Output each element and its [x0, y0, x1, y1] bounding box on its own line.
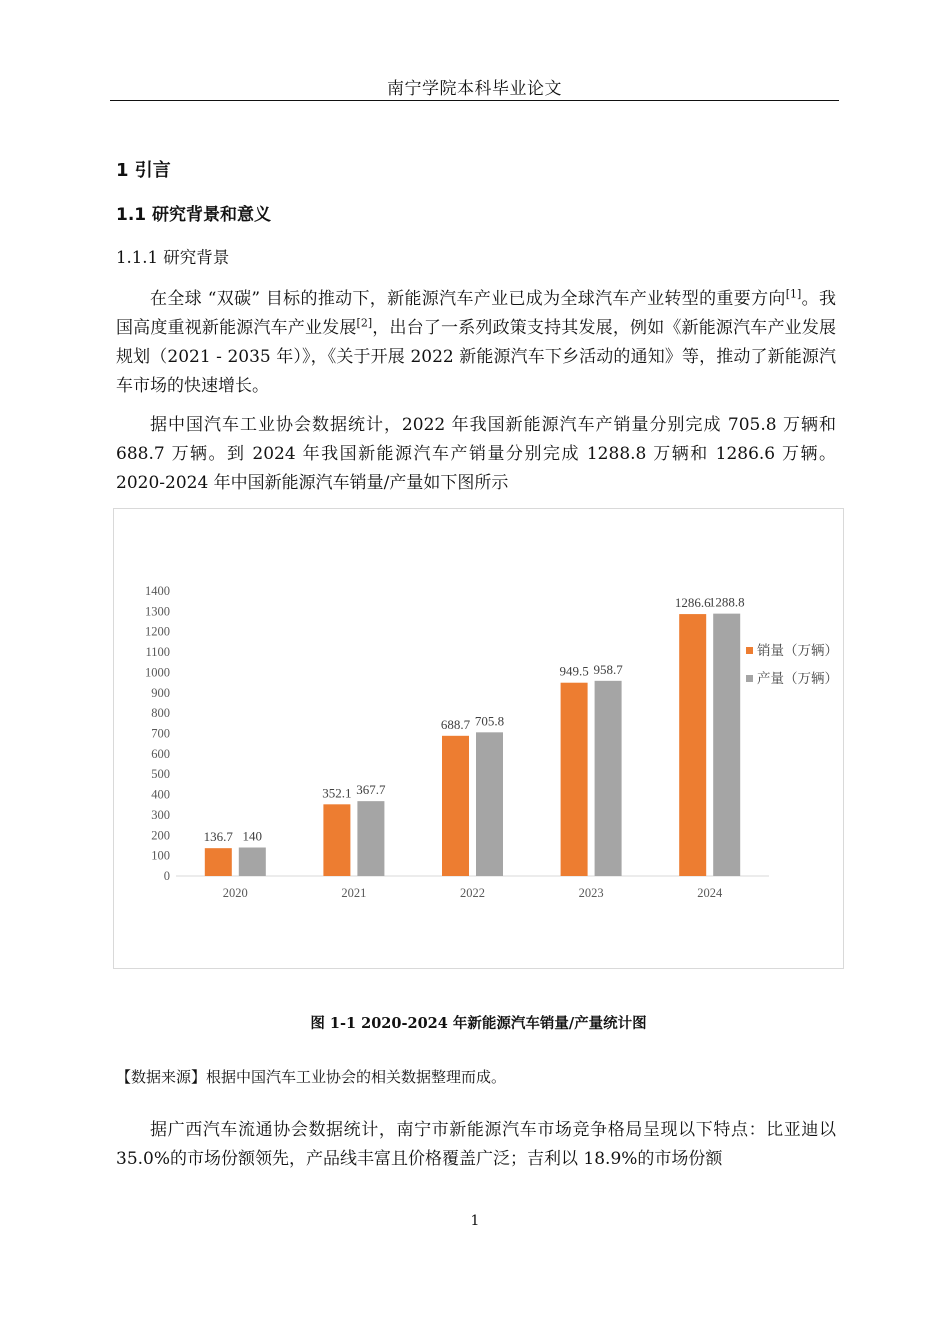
- header-rule: [110, 100, 839, 101]
- y-tick-label: 200: [151, 828, 170, 843]
- bar-sales: [679, 614, 706, 876]
- paragraph-text: 。我国高度重视新能源汽车产业发展: [116, 289, 836, 338]
- bar-production: [357, 801, 384, 876]
- data-label: 1288.8: [708, 594, 745, 610]
- data-label: 352.1: [322, 785, 352, 801]
- bar-sales: [561, 683, 588, 876]
- bar-production: [239, 848, 266, 877]
- y-tick-label: 400: [151, 787, 170, 802]
- legend-swatch: [746, 675, 753, 682]
- bar-chart: [114, 509, 843, 968]
- page-header: 南宁学院本科毕业论文: [387, 79, 562, 99]
- figure-caption: 图 1-1 2020-2024 年新能源汽车销量/产量统计图: [310, 1015, 647, 1032]
- figure-chart: [113, 508, 844, 969]
- citation-ref: [2]: [356, 316, 373, 330]
- data-label: 140: [242, 828, 263, 844]
- bar-production: [476, 732, 503, 876]
- bar-sales: [205, 848, 232, 876]
- data-label: 367.7: [356, 782, 386, 798]
- bar-production: [595, 681, 622, 876]
- paragraph-market: 据广西汽车流通协会数据统计，南宁市新能源汽车市场竞争格局呈现以下特点：比亚迪以 35.0%的市场份额领先，产品线丰富且价格覆盖广泛；吉利以 18.9%的市场份额: [116, 1120, 836, 1169]
- section-heading: 1 引言: [116, 160, 171, 181]
- citation-ref: [1]: [785, 287, 802, 301]
- y-tick-label: 600: [151, 746, 170, 761]
- page-number: 1: [470, 1213, 480, 1229]
- paragraph-text: ，出台了一系列政策支持其发展，例如《新能源汽车产业发展规划（2021 - 2035 年）》，《关于开展 2022 新能源汽车下乡活动的通知》等，推动了新能源汽车市场的快速增长。: [116, 318, 837, 396]
- data-label: 949.5: [559, 663, 589, 679]
- y-tick-label: 1200: [145, 624, 170, 639]
- y-tick-label: 300: [151, 807, 170, 822]
- y-tick-label: 900: [151, 685, 170, 700]
- x-tick-label: 2023: [578, 886, 604, 900]
- y-tick-label: 700: [151, 726, 170, 741]
- y-tick-label: 800: [151, 706, 170, 721]
- subsubsection-heading: 1.1.1 研究背景: [116, 248, 230, 267]
- y-tick-label: 500: [151, 767, 170, 782]
- data-label: 1286.6: [674, 595, 711, 611]
- data-source-note: 【数据来源】根据中国汽车工业协会的相关数据整理而成。: [116, 1068, 507, 1086]
- legend-label: 产量（万辆）: [757, 671, 838, 686]
- bar-sales: [323, 804, 350, 876]
- y-tick-label: 0: [163, 869, 170, 883]
- data-label: 136.7: [203, 829, 233, 845]
- paragraph-statistics: 据中国汽车工业协会数据统计，2022 年我国新能源汽车产销量分别完成 705.8 万辆和 688.7 万辆。到 2024 年我国新能源汽车产销量分别完成 1288.8 万辆和 1286.6 万辆。2020-2024 年中国新能源汽车销量/产量如下图所示: [116, 415, 836, 493]
- y-tick-label: 1100: [145, 645, 170, 660]
- data-label: 705.8: [474, 713, 505, 729]
- legend-label: 销量（万辆）: [757, 643, 838, 658]
- y-tick-label: 1400: [145, 584, 170, 598]
- subsection-heading: 1.1 研究背景和意义: [116, 205, 272, 225]
- y-tick-label: 1000: [145, 665, 170, 680]
- data-label: 958.7: [593, 661, 623, 677]
- x-tick-label: 2020: [222, 886, 248, 900]
- paragraph-background: [116, 285, 836, 401]
- bar-sales: [442, 736, 469, 876]
- x-tick-label: 2024: [697, 886, 723, 900]
- legend-swatch: [746, 647, 753, 654]
- paragraph-text: 在全球 “双碳” 目标的推动下，新能源汽车产业已成为全球汽车产业转型的重要方向: [150, 289, 786, 309]
- y-tick-label: 1300: [145, 604, 170, 619]
- bar-production: [713, 614, 740, 876]
- data-label: 688.7: [440, 716, 471, 732]
- x-tick-label: 2021: [341, 886, 367, 900]
- y-tick-label: 100: [151, 848, 170, 863]
- x-tick-label: 2022: [460, 886, 485, 900]
